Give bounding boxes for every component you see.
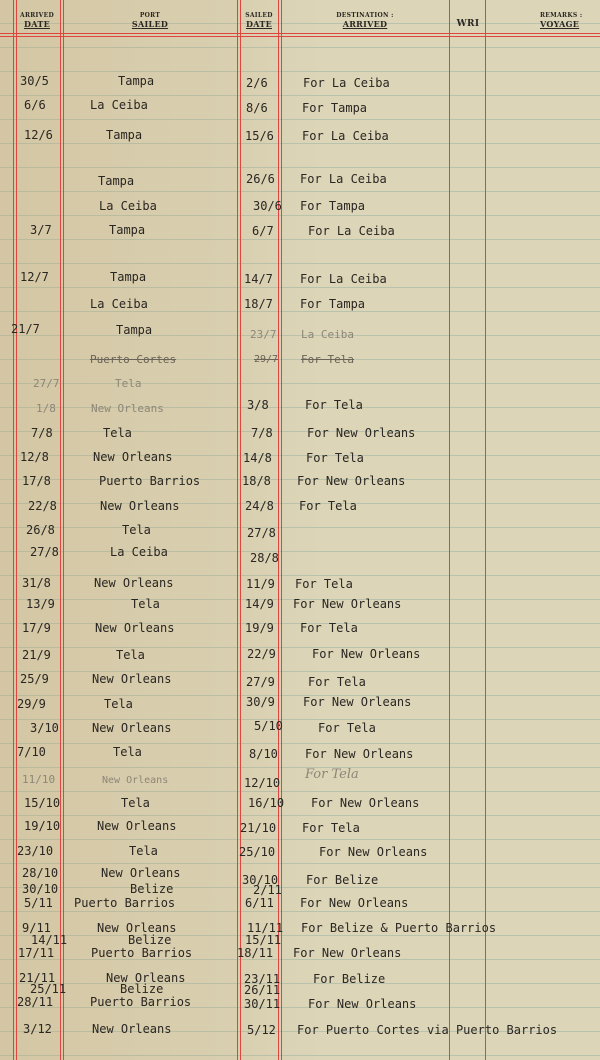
sailed-date: 14/7 <box>244 272 273 286</box>
destination: For New Orleans <box>305 747 414 761</box>
column-rule <box>237 0 238 1060</box>
port-name: Tela <box>131 597 160 611</box>
arrived-date: 30/10 <box>22 882 59 896</box>
sailed-date: 18/7 <box>244 297 273 311</box>
sailed-date: 23/11 <box>244 972 281 986</box>
column-rule <box>449 0 450 1060</box>
port-name: New Orleans <box>92 721 172 735</box>
port-name: Puerto Barrios <box>99 474 201 488</box>
destination: For Belize & Puerto Barrios <box>301 921 497 935</box>
port-name: New Orleans <box>100 499 180 513</box>
arrived-date: 21/9 <box>22 648 51 662</box>
arrived-date: 28/11 <box>17 995 54 1009</box>
arrived-date: 25/11 <box>30 982 67 996</box>
sailed-date: 12/10 <box>244 776 281 790</box>
destination: For La Ceiba <box>302 129 389 143</box>
port-name: Tela <box>115 377 142 390</box>
port-name: New Orleans <box>97 819 177 833</box>
port-name: La Ceiba <box>110 545 168 559</box>
destination: For Tela <box>305 767 359 782</box>
header-destination-top: DESTINATION : <box>336 12 394 19</box>
port-name: Puerto Barrios <box>91 946 193 960</box>
column-rule <box>485 0 486 1060</box>
port-name: Tela <box>104 697 133 711</box>
port-name: La Ceiba <box>90 297 148 311</box>
sailed-date: 11/9 <box>246 577 275 591</box>
sailed-date: 24/8 <box>245 499 274 513</box>
sailed-date: 30/6 <box>253 199 282 213</box>
arrived-date: 17/9 <box>22 621 51 635</box>
port-name: Tampa <box>98 174 135 188</box>
arrived-date: 21/7 <box>11 322 40 336</box>
header-port-top: PORT <box>139 12 161 19</box>
destination: For New Orleans <box>293 597 402 611</box>
arrived-date: 21/11 <box>19 971 56 985</box>
destination: For Belize <box>306 873 379 887</box>
sailed-date: 8/6 <box>246 101 268 115</box>
destination: For New Orleans <box>312 647 421 661</box>
header-wri <box>452 20 484 28</box>
destination: For New Orleans <box>308 997 417 1011</box>
arrived-date: 3/12 <box>23 1022 52 1036</box>
sailed-date: 19/9 <box>245 621 274 635</box>
arrived-date: 22/8 <box>28 499 57 513</box>
port-name: Tampa <box>116 323 153 337</box>
arrived-date: 9/11 <box>22 921 51 935</box>
sailed-date: 27/9 <box>246 675 275 689</box>
port-name: Belize <box>130 882 174 896</box>
port-name: New Orleans <box>106 971 186 985</box>
port-name: New Orleans <box>93 450 173 464</box>
destination: For La Ceiba <box>300 172 387 186</box>
arrived-date: 6/6 <box>24 98 46 112</box>
arrived-date: 13/9 <box>26 597 55 611</box>
column-rule <box>60 0 61 1060</box>
destination: For La Ceiba <box>300 272 387 286</box>
arrived-date: 3/7 <box>30 223 52 237</box>
arrived-date: 7/8 <box>31 426 53 440</box>
header-sailed-bottom: DATE <box>246 19 272 29</box>
header-arrived-bottom: DATE <box>24 19 50 29</box>
port-name: New Orleans <box>97 921 177 935</box>
sailed-date: 8/10 <box>249 747 278 761</box>
arrived-date: 12/8 <box>20 450 49 464</box>
header-sailed-top: SAILED <box>245 12 273 19</box>
sailed-date: 2/6 <box>246 76 268 90</box>
port-name: Puerto Barrios <box>90 995 192 1009</box>
sailed-date: 6/11 <box>245 896 274 910</box>
port-name: New Orleans <box>102 775 169 786</box>
destination: For Tela <box>300 621 358 635</box>
header-arrived-top: ARRIVED <box>20 12 54 19</box>
destination: For New Orleans <box>293 946 402 960</box>
sailed-date: 3/8 <box>247 398 269 412</box>
destination: For New Orleans <box>311 796 420 810</box>
sailed-date: 5/10 <box>254 719 283 733</box>
column-rule <box>63 0 64 1060</box>
destination: For Tampa <box>300 297 366 311</box>
column-rule <box>278 0 279 1060</box>
sailed-date: 22/9 <box>247 647 276 661</box>
column-rule <box>240 0 241 1060</box>
destination: For La Ceiba <box>303 76 390 90</box>
port-name: Tela <box>116 648 145 662</box>
sailed-date: 18/8 <box>242 474 271 488</box>
arrived-date: 12/6 <box>24 128 53 142</box>
header-remarks-top: REMARKS : <box>540 12 583 19</box>
port-name: New Orleans <box>92 1022 172 1036</box>
header-port-bottom: SAILED <box>131 19 169 29</box>
header-port <box>64 12 236 28</box>
port-name: New Orleans <box>94 576 174 590</box>
destination: La Ceiba <box>301 328 354 341</box>
arrived-date: 5/11 <box>24 896 53 910</box>
header-sailed <box>240 12 278 28</box>
sailed-date: 25/10 <box>239 845 276 859</box>
column-rule <box>13 0 14 1060</box>
arrived-date: 25/9 <box>20 672 49 686</box>
arrived-date: 7/10 <box>17 745 46 759</box>
sailed-date: 14/8 <box>243 451 272 465</box>
arrived-date: 27/8 <box>30 545 59 559</box>
destination: For New Orleans <box>300 896 409 910</box>
destination: For Tela <box>306 451 364 465</box>
port-name: New Orleans <box>101 866 181 880</box>
arrived-date: 3/10 <box>30 721 59 735</box>
destination: For New Orleans <box>307 426 416 440</box>
destination: For Tela <box>301 353 354 366</box>
sailed-date: 21/10 <box>240 821 277 835</box>
destination: For Tela <box>308 675 366 689</box>
destination: For Tela <box>295 577 353 591</box>
port-name: Belize <box>128 933 172 947</box>
header-remarks-bottom: VOYAGE <box>540 19 580 29</box>
sailed-date: 27/8 <box>247 526 276 540</box>
port-name: New Orleans <box>95 621 175 635</box>
destination: For Tampa <box>302 101 368 115</box>
port-name: Tampa <box>118 74 155 88</box>
sailed-date: 23/7 <box>250 328 277 341</box>
arrived-date: 11/10 <box>22 773 56 786</box>
arrived-date: 26/8 <box>26 523 55 537</box>
sailed-date: 14/9 <box>245 597 274 611</box>
arrived-date: 31/8 <box>22 576 51 590</box>
arrived-date: 1/8 <box>36 402 56 415</box>
destination: For New Orleans <box>297 474 406 488</box>
sailed-date: 16/10 <box>248 796 285 810</box>
arrived-date: 15/10 <box>24 796 61 810</box>
port-name: Tela <box>122 523 151 537</box>
arrived-date: 30/5 <box>20 74 49 88</box>
sailed-date: 18/11 <box>237 946 274 960</box>
header-destination <box>282 12 448 28</box>
sailed-date: 5/12 <box>247 1023 276 1037</box>
header-wri-label: WRI <box>456 19 480 29</box>
port-name: Puerto Cortes <box>90 353 177 366</box>
destination: For Tela <box>299 499 357 513</box>
destination: For New Orleans <box>319 845 428 859</box>
port-name: Tampa <box>110 270 147 284</box>
arrived-date: 19/10 <box>24 819 61 833</box>
header-remarks <box>540 12 600 28</box>
header-arrived <box>14 12 60 28</box>
arrived-date: 23/10 <box>17 844 54 858</box>
sailed-date: 15/11 <box>245 933 282 947</box>
sailed-date: 30/9 <box>246 695 275 709</box>
port-name: La Ceiba <box>90 98 148 112</box>
destination: For Puerto Cortes via Puerto Barrios <box>297 1023 558 1037</box>
arrived-date: 17/8 <box>22 474 51 488</box>
sailed-date: 30/11 <box>244 997 281 1011</box>
destination: For Tela <box>305 398 363 412</box>
sailed-date: 29/7 <box>254 354 279 365</box>
port-name: Tampa <box>109 223 146 237</box>
port-name: Tela <box>129 844 158 858</box>
header-rule-bottom <box>0 36 600 37</box>
sailed-date: 30/10 <box>242 873 279 887</box>
arrived-date: 27/7 <box>33 377 60 390</box>
port-name: New Orleans <box>91 402 164 415</box>
port-name: New Orleans <box>92 672 172 686</box>
sailed-date: 6/7 <box>252 224 274 238</box>
destination: For Tampa <box>300 199 366 213</box>
destination: For New Orleans <box>303 695 412 709</box>
port-name: Puerto Barrios <box>74 896 176 910</box>
destination: For La Ceiba <box>308 224 395 238</box>
arrived-date: 29/9 <box>17 697 46 711</box>
port-name: La Ceiba <box>99 199 157 213</box>
sailed-date: 28/8 <box>250 551 279 565</box>
sailed-date: 2/11 <box>253 883 282 897</box>
arrived-date: 12/7 <box>20 270 49 284</box>
sailed-date: 26/6 <box>246 172 275 186</box>
sailed-date: 15/6 <box>245 129 274 143</box>
sailed-date: 11/11 <box>247 921 284 935</box>
arrived-date: 17/11 <box>18 946 55 960</box>
arrived-date: 14/11 <box>31 933 68 947</box>
destination: For Tela <box>302 821 360 835</box>
destination: For Tela <box>318 721 376 735</box>
port-name: Tela <box>103 426 132 440</box>
port-name: Belize <box>120 982 164 996</box>
port-name: Tampa <box>106 128 143 142</box>
sailed-date: 7/8 <box>251 426 273 440</box>
header-destination-bottom: ARRIVED <box>342 19 388 29</box>
destination: For Belize <box>313 972 386 986</box>
column-rule <box>16 0 17 1060</box>
column-rule <box>281 0 282 1060</box>
port-name: Tela <box>113 745 142 759</box>
header-rule-top <box>0 33 600 34</box>
port-name: Tela <box>121 796 150 810</box>
sailed-date: 26/11 <box>244 983 281 997</box>
arrived-date: 28/10 <box>22 866 59 880</box>
